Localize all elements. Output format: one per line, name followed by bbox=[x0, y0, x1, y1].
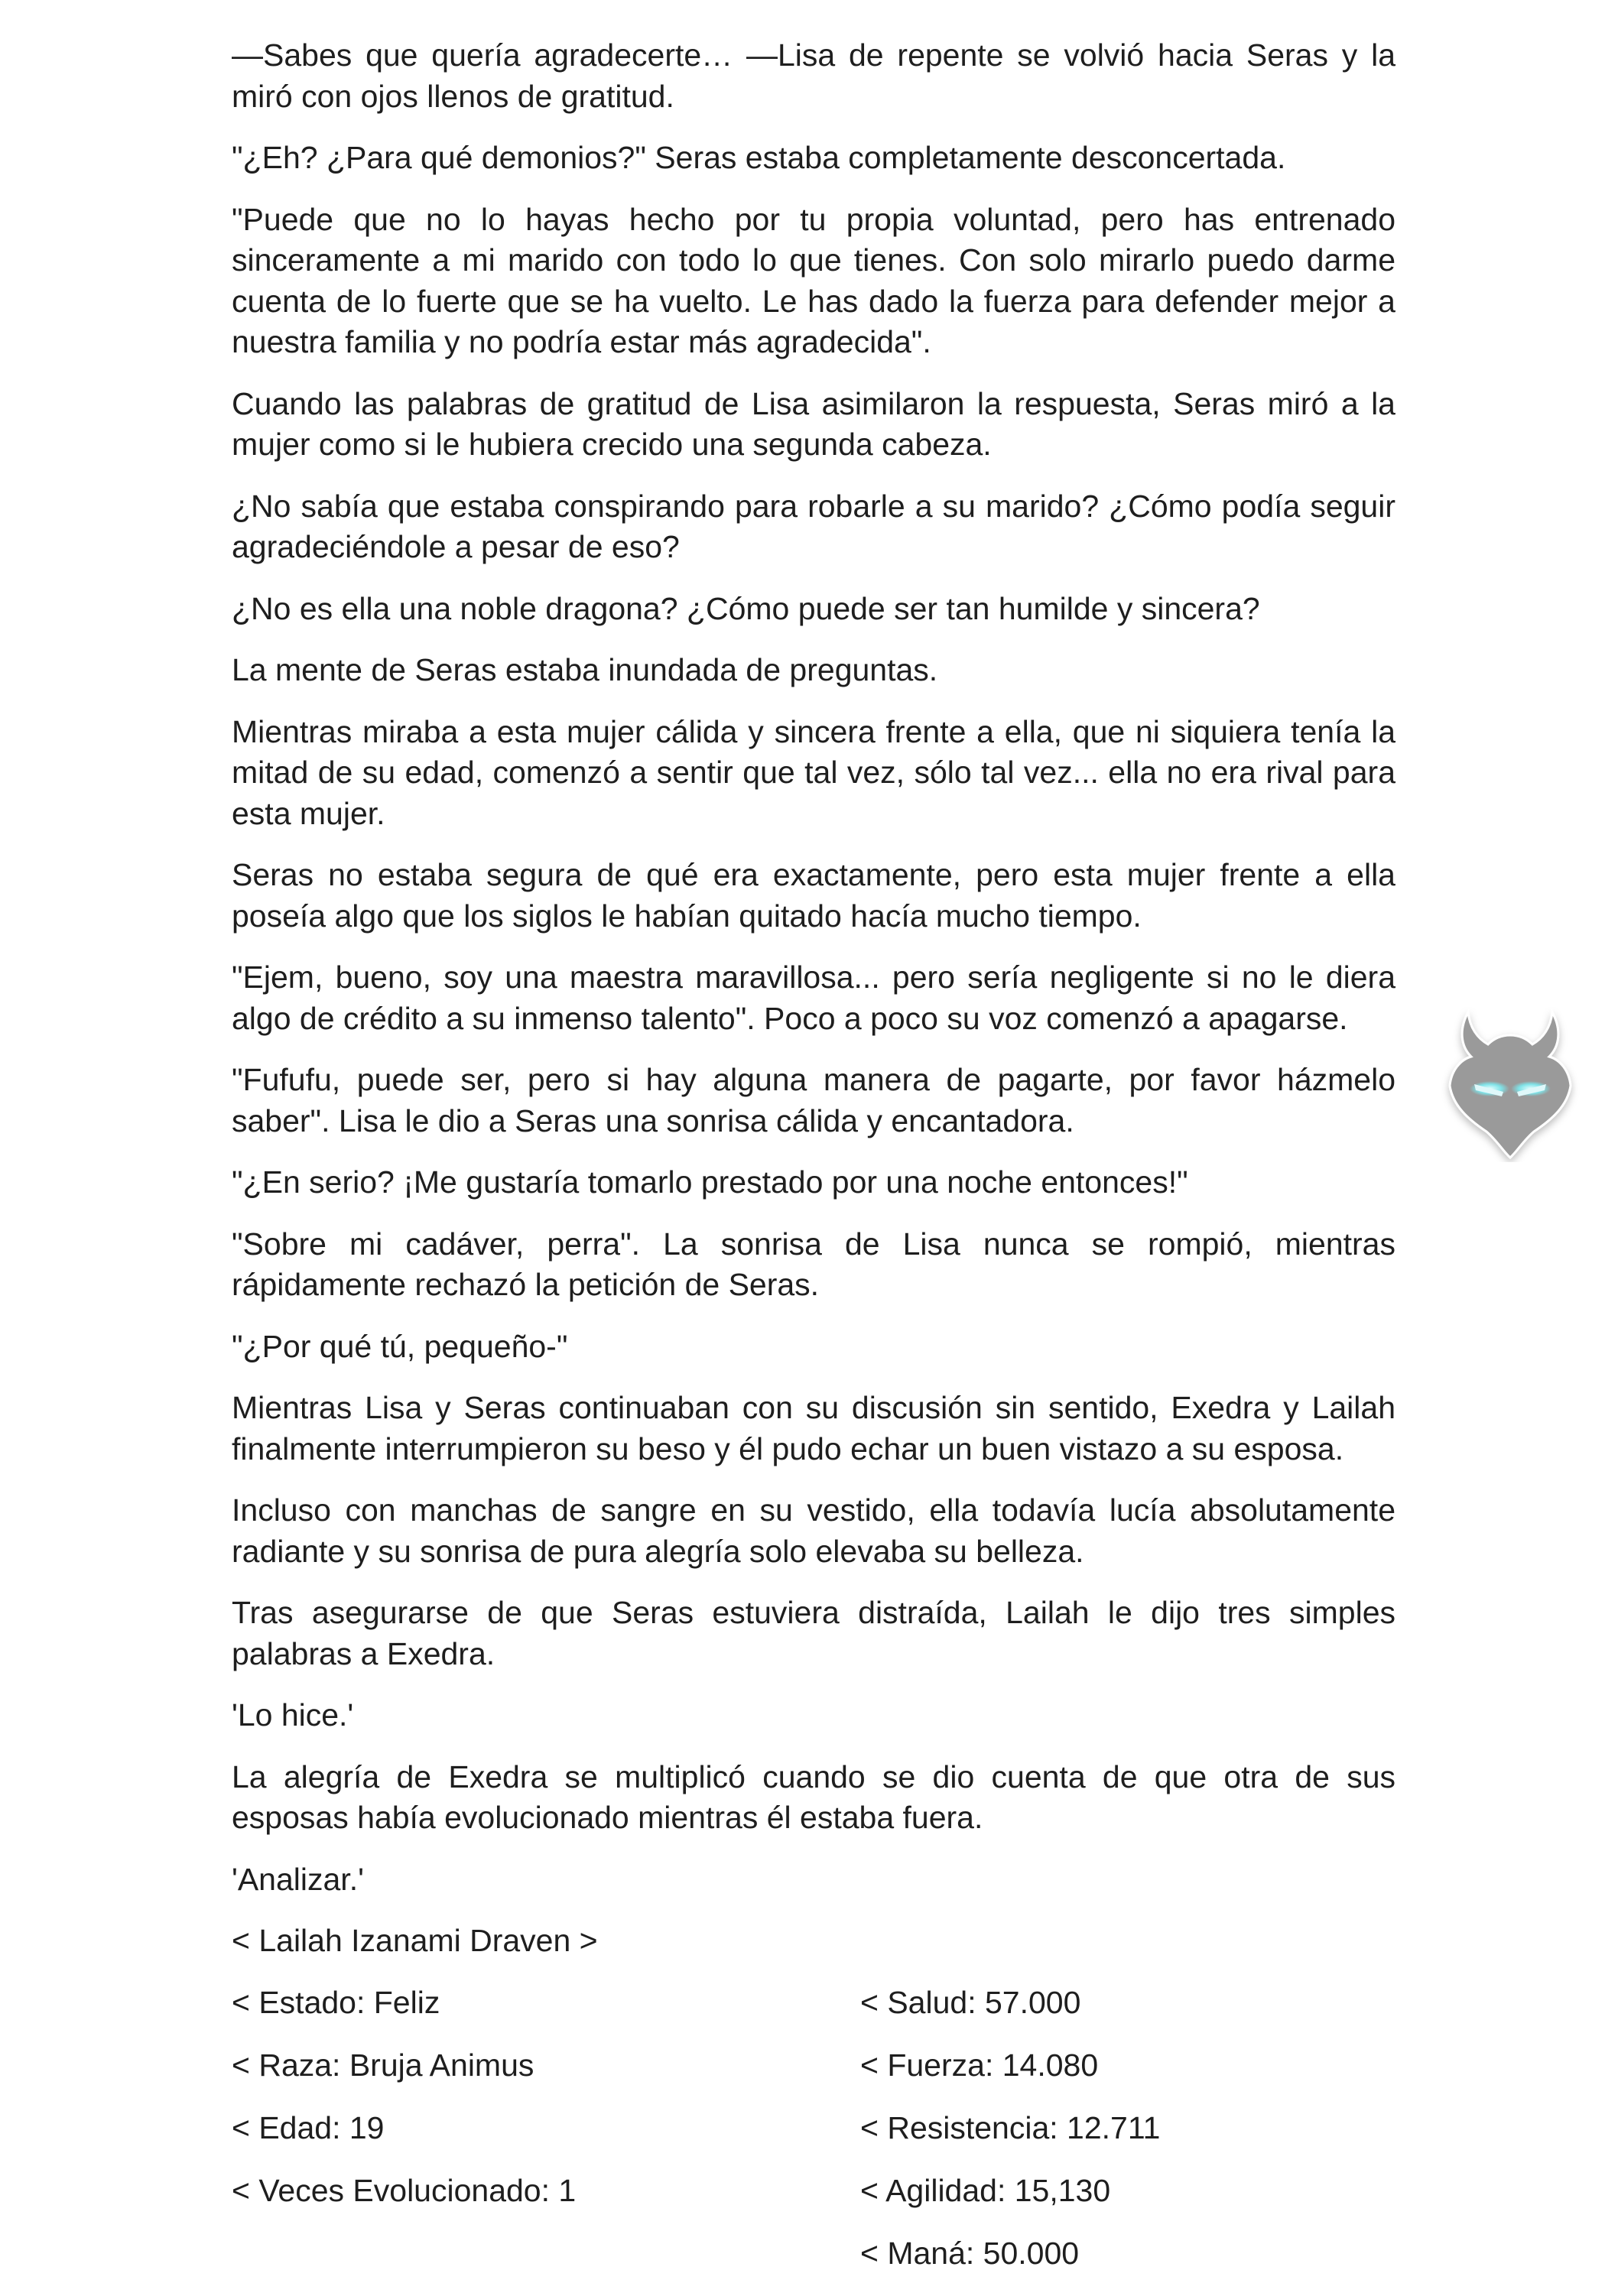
paragraph: "¿Por qué tú, pequeño-" bbox=[232, 1328, 568, 1364]
stat-left: < Edad: 19 bbox=[232, 2109, 385, 2145]
status-title: < Lailah Izanami Draven > bbox=[232, 1923, 598, 1958]
paragraph: ¿No es ella una noble dragona? ¿Cómo puede ser tan humilde y sincera? bbox=[232, 590, 1260, 626]
stat-right: < Maná: 50.000 bbox=[860, 2235, 1080, 2271]
stat-right: < Salud: 57.000 bbox=[860, 1984, 1081, 2020]
paragraph: Mientras miraba a esta mujer cálida y sincera frente a ella, que ni siquiera tenía la mitad de su edad, comenzó a sentir que tal vez, sólo tal vez... ella no era rival para esta mujer. bbox=[232, 713, 1395, 831]
stat-left: < Estado: Feliz bbox=[232, 1984, 440, 2020]
stat-left: < Veces Evolucionado: 1 bbox=[232, 2172, 577, 2208]
paragraph: "Fufufu, puede ser, pero si hay alguna manera de pagarte, por favor házmelo saber". Lisa le dio a Seras una sonrisa cálida y encantadora. bbox=[232, 1062, 1395, 1138]
paragraph: "Sobre mi cadáver, perra". La sonrisa de Lisa nunca se rompió, mientras rápidamente rechazó la petición de Seras. bbox=[232, 1226, 1395, 1302]
paragraph: Seras no estaba segura de qué era exactamente, pero esta mujer frente a ella poseía algo que los siglos le habían quitado hacía mucho tiempo. bbox=[232, 857, 1395, 934]
demon-head-icon bbox=[1438, 991, 1583, 1162]
paragraph: "Puede que no lo hayas hecho por tu propia voluntad, pero has entrenado sinceramente a mi marido con todo lo que tienes. Con solo mirarlo puedo darme cuenta de lo fuerte que se ha vuelto. Le has dado la fuerza para defender mejor a nuestra familia y no podría estar más agradecida". bbox=[232, 201, 1395, 359]
stat-left: < Raza: Bruja Animus bbox=[232, 2047, 534, 2083]
paragraph: 'Analizar.' bbox=[232, 1861, 364, 1897]
stat-right: < Fuerza: 14.080 bbox=[860, 2047, 1099, 2083]
paragraph: La mente de Seras estaba inundada de preguntas. bbox=[232, 652, 938, 687]
paragraph: Tras asegurarse de que Seras estuviera distraída, Lailah le dijo tres simples palabras a Exedra. bbox=[232, 1595, 1395, 1671]
paragraph: —Sabes que quería agradecerte… —Lisa de repente se volvió hacia Seras y la miró con ojos llenos de gratitud. bbox=[232, 37, 1395, 114]
paragraph: "Ejem, bueno, soy una maestra maravillosa... pero sería negligente si no le diera algo de crédito a su inmenso talento". Poco a poco su voz comenzó a apagarse. bbox=[232, 960, 1395, 1036]
paragraph: "¿Eh? ¿Para qué demonios?" Seras estaba completamente desconcertada. bbox=[232, 140, 1286, 175]
stat-right: < Agilidad: 15,130 bbox=[860, 2172, 1111, 2208]
stat-right: < Resistencia: 12.711 bbox=[860, 2109, 1161, 2145]
paragraph: Cuando las palabras de gratitud de Lisa asimilaron la respuesta, Seras miró a la mujer como si le hubiera crecido una segunda cabeza. bbox=[232, 385, 1395, 462]
document-page bbox=[232, 35, 1395, 2296]
status-table bbox=[232, 1983, 1395, 2296]
paragraph: ¿No sabía que estaba conspirando para robarle a su marido? ¿Cómo podía seguir agradeciéndole a pesar de eso? bbox=[232, 488, 1395, 564]
paragraph: "¿En serio? ¡Me gustaría tomarlo prestado por una noche entonces!" bbox=[232, 1164, 1188, 1200]
paragraph: Mientras Lisa y Seras continuaban con su discusión sin sentido, Exedra y Lailah finalmente interrumpieron su beso y él pudo echar un buen vistazo a su esposa. bbox=[232, 1390, 1395, 1466]
paragraph: Incluso con manchas de sangre en su vestido, ella todavía lucía absolutamente radiante y su sonrisa de pura alegría solo elevaba su belleza. bbox=[232, 1492, 1395, 1569]
paragraph: La alegría de Exedra se multiplicó cuando se dio cuenta de que otra de sus esposas había evolucionado mientras él estaba fuera. bbox=[232, 1759, 1395, 1835]
paragraph: 'Lo hice.' bbox=[232, 1697, 354, 1733]
